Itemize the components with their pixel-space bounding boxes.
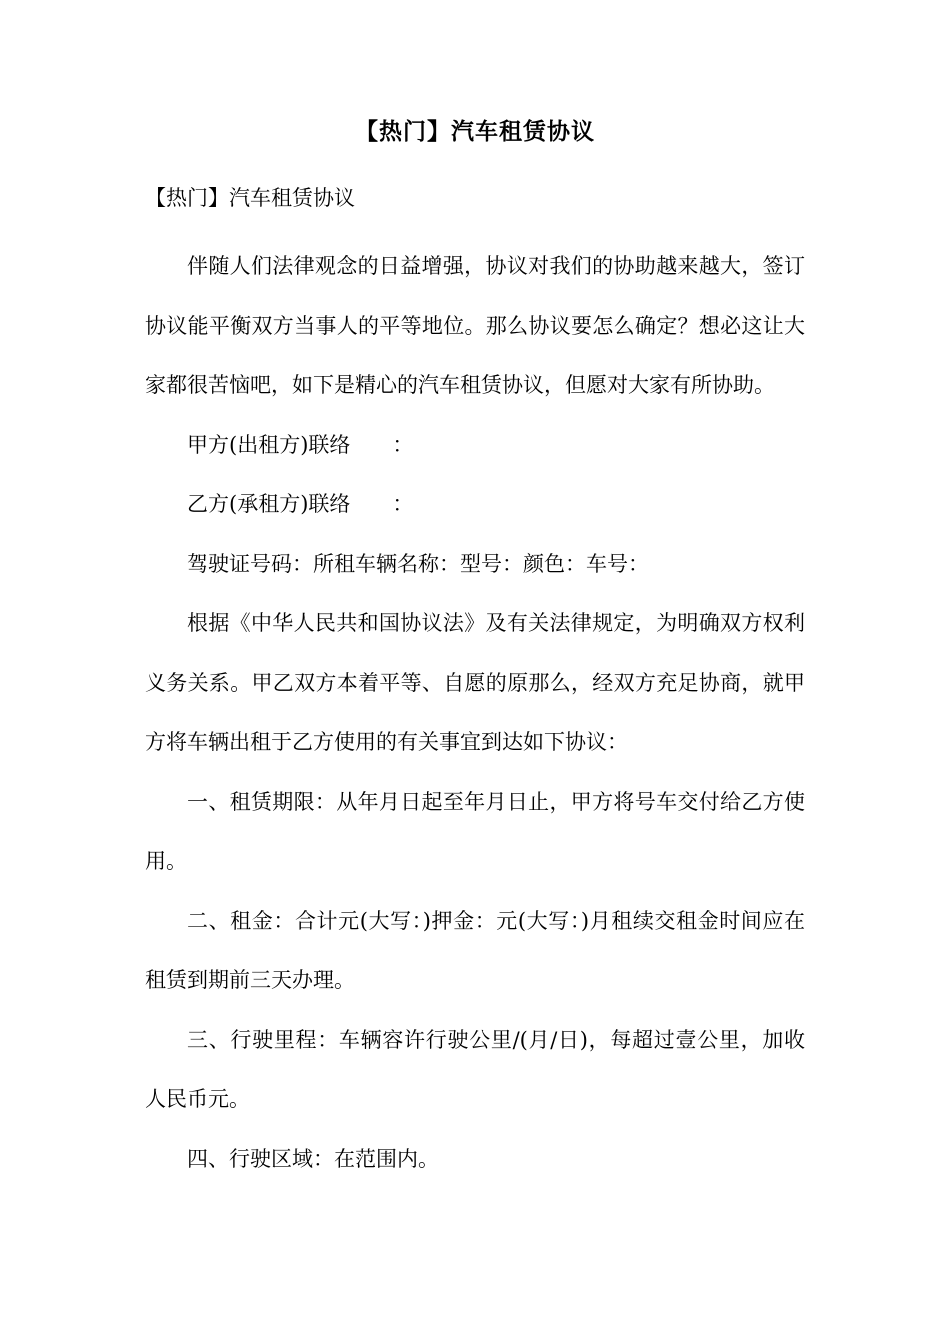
paragraph-party-a: 甲方(出租方)联络 ： bbox=[187, 432, 414, 457]
paragraph-intro: 伴随人们法律观念的日益增强，协议对我们的协助越来越大，签订协议能平衡双方当事人的平等地位。那么协议要怎么确定？想必这让大家都很苦恼吧，如下是精心的汽车租赁协议，但愿对大家有所协助。 bbox=[145, 254, 805, 397]
paragraph-clause-3: 三、行驶里程：车辆容许行驶公里/(月/日)，每超过壹公里，加收人民币元。 bbox=[145, 1027, 805, 1111]
paragraph-vehicle-info: 驾驶证号码：所租车辆名称：型号：颜色：车号： bbox=[187, 551, 649, 576]
paragraph-party-b: 乙方(承租方)联络 ： bbox=[187, 492, 414, 516]
paragraph-clause-2: 二、租金：合计元(大写：)押金：元(大写：)月租续交租金时间应在租赁到期前三天办理。 bbox=[145, 908, 805, 992]
paragraph-clause-1: 一、租赁期限：从年月日起至年月日止，甲方将号车交付给乙方使用。 bbox=[145, 789, 805, 873]
paragraph-clause-4: 四、行驶区域：在范围内。 bbox=[187, 1146, 439, 1171]
document-body bbox=[145, 237, 805, 1189]
document-subtitle: 【热门】汽车租赁协议 bbox=[145, 186, 355, 210]
document-title: 【热门】汽车租赁协议 bbox=[355, 118, 595, 145]
paragraph-legal-basis: 根据《中华人民共和国协议法》及有关法律规定，为明确双方权利义务关系。甲乙双方本着平等、自愿的原那么，经双方充足协商，就甲方将车辆出租于乙方使用的有关事宜到达如下协议： bbox=[145, 611, 805, 754]
